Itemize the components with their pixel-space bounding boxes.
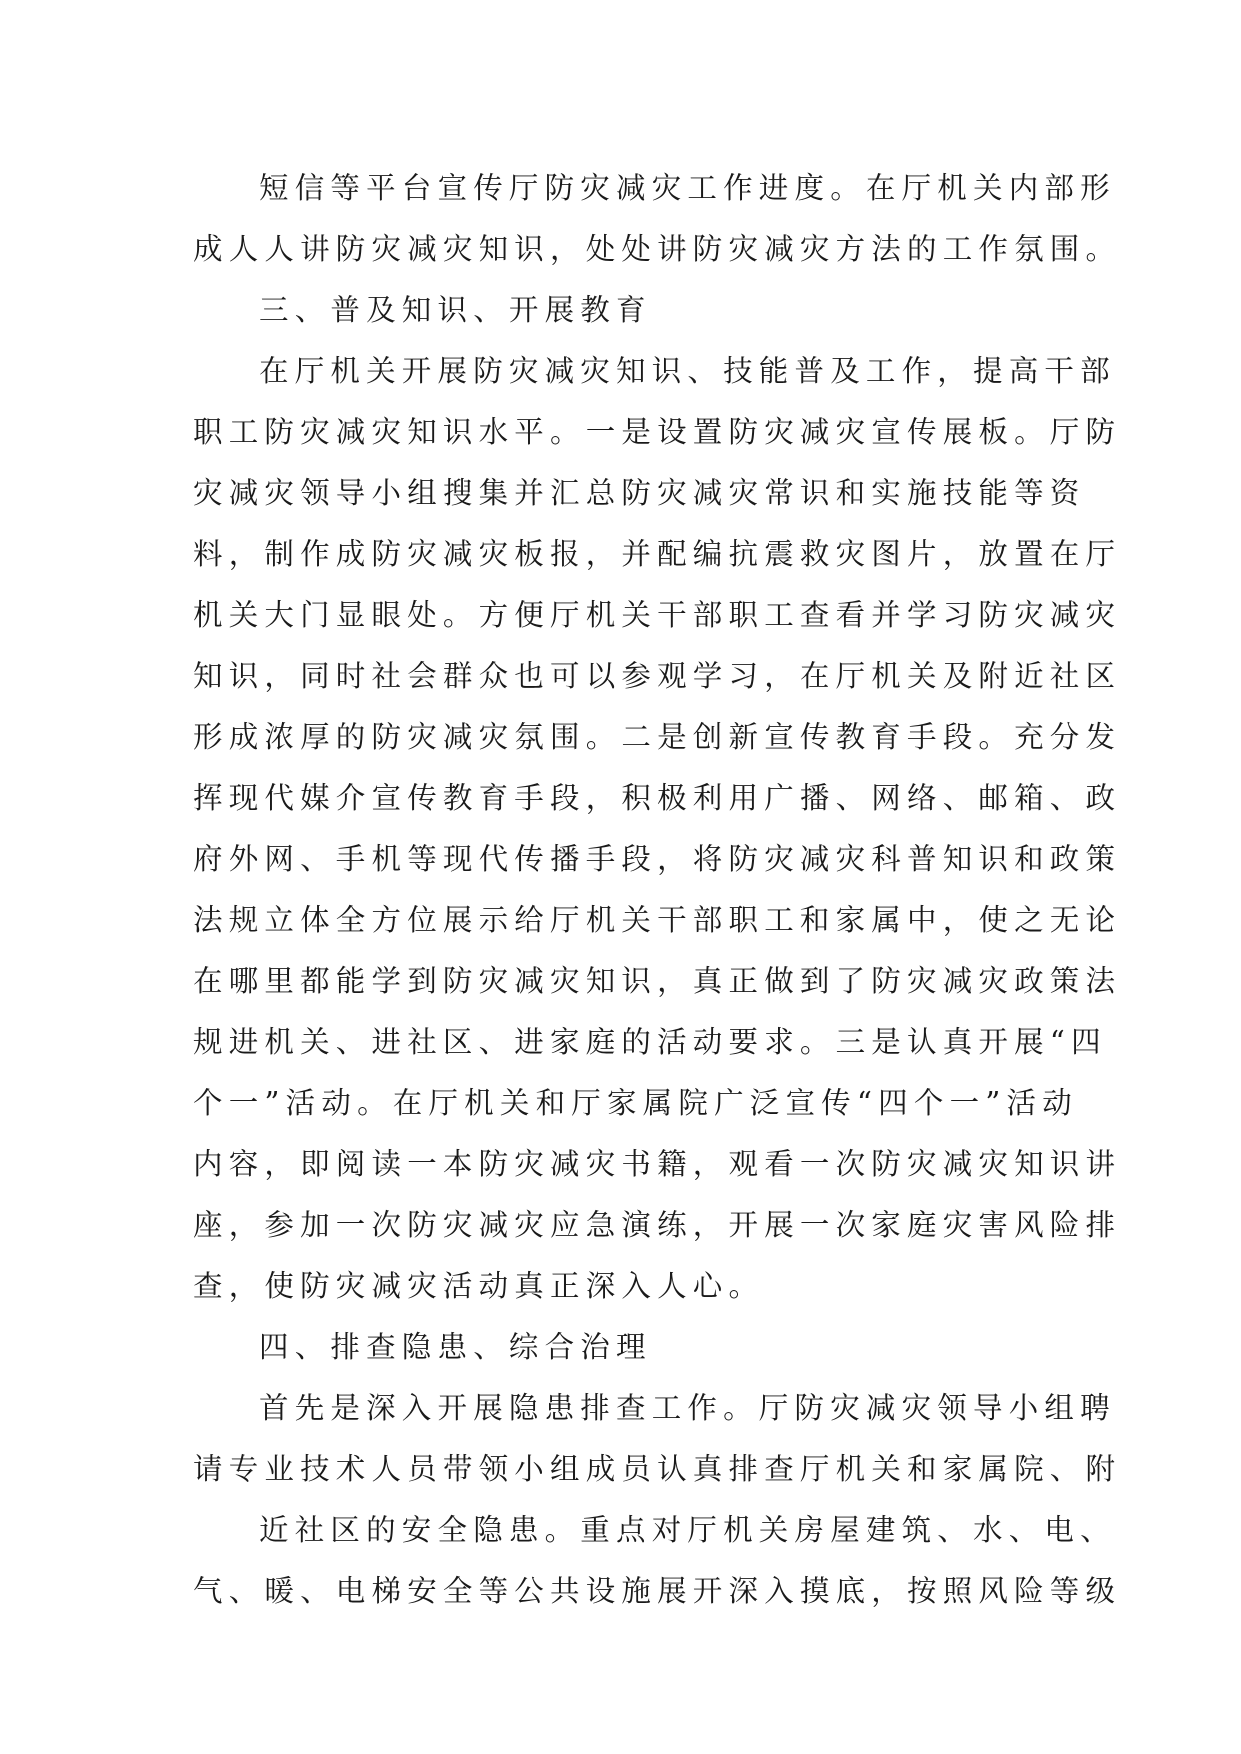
text-line: 职工防灾减灾知识水平。一是设置防灾减灾宣传展板。厅防 — [193, 415, 1122, 449]
text-line: 短信等平台宣传厅防灾减灾工作进度。在厅机关内部形 — [259, 171, 1116, 205]
text-line: 近社区的安全隐患。重点对厅机关房屋建筑、水、电、 — [259, 1513, 1116, 1547]
text-line: 府外网、手机等现代传播手段，将防灾减灾科普知识和政策 — [193, 842, 1122, 876]
text-line: 挥现代媒介宣传教育手段，积极利用广播、网络、邮箱、政 — [193, 781, 1122, 815]
text-line: 内容，即阅读一本防灾减灾书籍，观看一次防灾减灾知识讲 — [193, 1147, 1122, 1181]
text-line: 规进机关、进社区、进家庭的活动要求。三是认真开展“四 — [193, 1025, 1107, 1059]
text-line: 请专业技术人员带领小组成员认真排查厅机关和家属院、附 — [193, 1452, 1122, 1486]
section-heading: 四、排查隐患、综合治理 — [259, 1330, 652, 1364]
text-line: 个一”活动。在厅机关和厅家属院广泛宣传“四个一”活动 — [193, 1086, 1078, 1120]
text-line: 成人人讲防灾减灾知识，处处讲防灾减灾方法的工作氛围。 — [193, 232, 1122, 266]
text-line: 座，参加一次防灾减灾应急演练，开展一次家庭灾害风险排 — [193, 1208, 1122, 1242]
text-line: 在厅机关开展防灾减灾知识、技能普及工作，提高干部 — [259, 354, 1116, 388]
text-line: 首先是深入开展隐患排查工作。厅防灾减灾领导小组聘 — [259, 1391, 1116, 1425]
text-line: 法规立体全方位展示给厅机关干部职工和家属中，使之无论 — [193, 903, 1122, 937]
text-line: 查，使防灾减灾活动真正深入人心。 — [193, 1269, 765, 1303]
text-line: 料，制作成防灾减灾板报，并配编抗震救灾图片，放置在厅 — [193, 537, 1122, 571]
text-line: 灾减灾领导小组搜集并汇总防灾减灾常识和实施技能等资 — [193, 476, 1086, 510]
text-line: 形成浓厚的防灾减灾氛围。二是创新宣传教育手段。充分发 — [193, 720, 1122, 754]
text-line: 机关大门显眼处。方便厅机关干部职工查看并学习防灾减灾 — [193, 598, 1122, 632]
text-line: 在哪里都能学到防灾减灾知识，真正做到了防灾减灾政策法 — [193, 964, 1122, 998]
section-heading: 三、普及知识、开展教育 — [259, 293, 652, 327]
text-line: 气、暖、电梯安全等公共设施展开深入摸底，按照风险等级 — [193, 1574, 1122, 1608]
text-line: 知识，同时社会群众也可以参观学习，在厅机关及附近社区 — [193, 659, 1122, 693]
body-text — [193, 158, 1122, 1622]
